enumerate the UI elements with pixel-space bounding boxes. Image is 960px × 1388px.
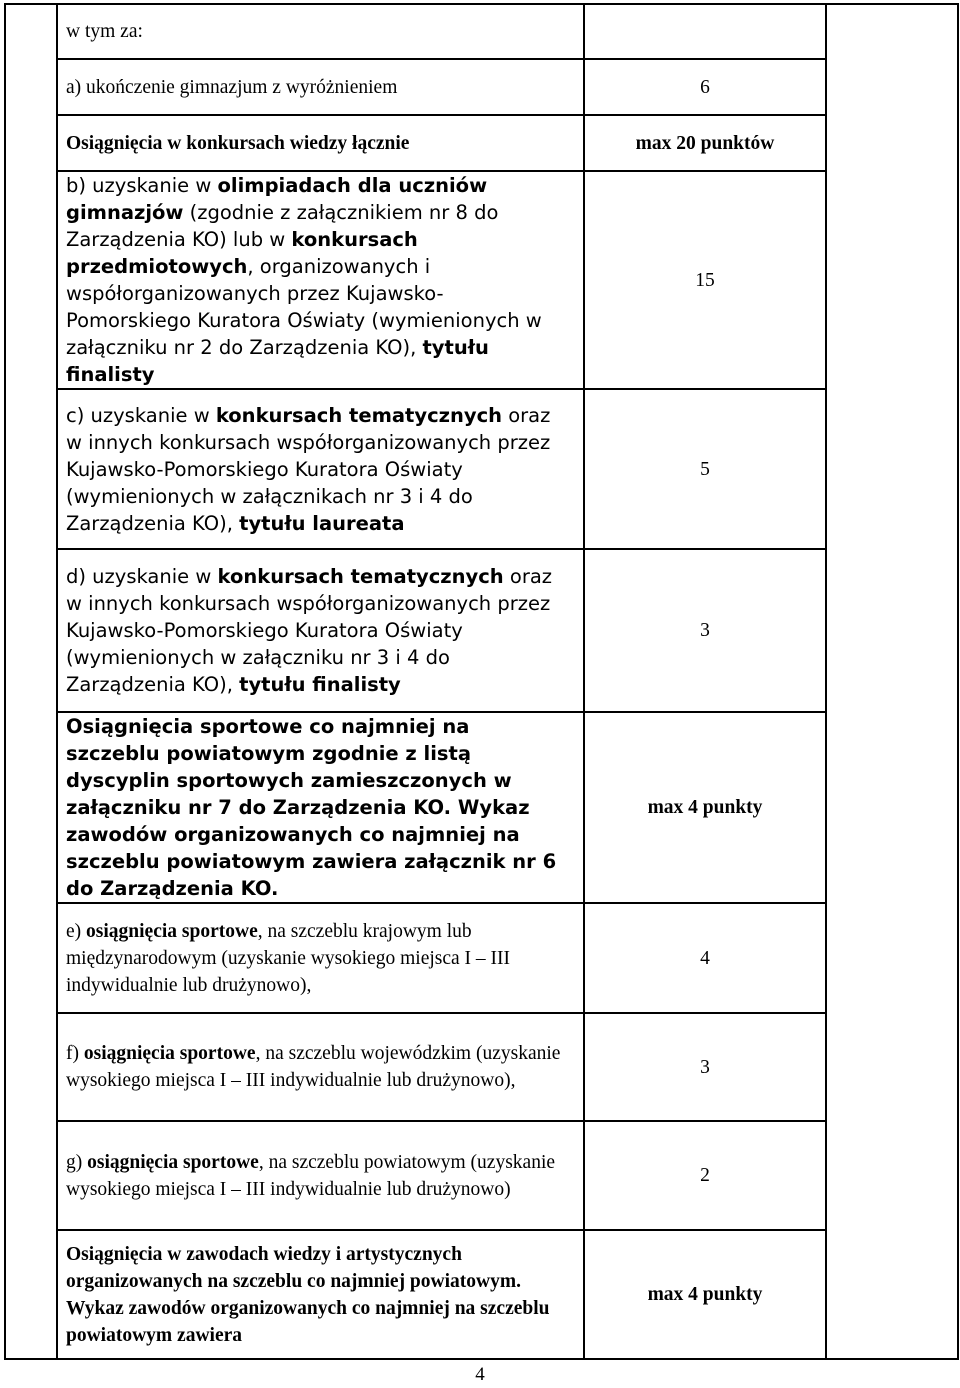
page-number: 4 [475, 1364, 485, 1385]
text-run-bold: konkursach tematycznych [217, 565, 504, 588]
row-description [57, 1121, 584, 1230]
text-run-bold: osiągnięcia sportowe [86, 920, 258, 942]
text-run-bold: konkursach tematycznych [215, 403, 503, 427]
text-run: , na szczeblu powiatowym (uzyskanie wysokiego miejsca I – III indywidualnie lub drużynowo) [66, 1151, 556, 1200]
row-description [57, 549, 584, 712]
text-run: g) [66, 1151, 88, 1173]
row-description: a) ukończenie gimnazjum z wyróżnieniem [57, 59, 584, 115]
row-points: 3 [584, 549, 826, 712]
text-run-bold: konkursach przedmiotowych [66, 228, 418, 278]
row-points: 5 [584, 389, 826, 549]
row-points: 15 [584, 171, 826, 389]
text-run: , na szczeblu krajowym lub międzynarodowym (uzyskanie wysokiego miejsca I – III indywidualnie lub drużynowo), [66, 920, 511, 996]
criteria-table [4, 3, 959, 1360]
text-run: d) uzyskanie w [66, 565, 218, 588]
text-run-bold: tytułu finalisty [66, 336, 489, 386]
section-heading: Osiągnięcia w konkursach wiedzy łącznie [57, 115, 584, 171]
row-description [57, 1013, 584, 1121]
text-run-bold: osiągnięcia sportowe [87, 1151, 259, 1173]
row-description [57, 389, 584, 549]
table-row [5, 1230, 958, 1359]
row-points [584, 4, 826, 59]
table-row [5, 171, 958, 389]
section-heading: Osiągnięcia w zawodach wiedzy i artystycznych organizowanych na szczeblu co najmniej powiatowym. Wykaz zawodów organizowanych co najmniej na szczeblu powiatowym zawiera [57, 1230, 584, 1359]
right-margin-cell [826, 4, 958, 1359]
table-row [5, 115, 958, 171]
row-points: max 4 punkty [584, 1230, 826, 1359]
row-description [57, 171, 584, 389]
text-run: b) uzyskanie w [66, 174, 218, 197]
row-points: 2 [584, 1121, 826, 1230]
text-run: (zgodnie z załącznikiem nr 8 do Zarządzenia KO) lub w [66, 201, 499, 251]
row-points: 6 [584, 59, 826, 115]
table-row [5, 1121, 958, 1230]
row-points: max 4 punkty [584, 712, 826, 903]
table-row [5, 4, 958, 59]
row-points: 4 [584, 903, 826, 1013]
section-heading: Osiągnięcia sportowe co najmniej na szczeblu powiatowym zgodnie z listą dyscyplin sportowych zamieszczonych w załączniku nr 7 do Zarządzenia KO. Wykaz zawodów organizowanych co najmniej na szczeblu powiatowym zawiera załącznik nr 6 do Zarządzenia KO. [57, 712, 584, 903]
text-run-bold: olimpiadach dla uczniów gimnazjów [66, 174, 488, 224]
text-run: , na szczeblu wojewódzkim (uzyskanie wysokiego miejsca I – III indywidualnie lub drużynowo), [66, 1043, 561, 1091]
text-run: oraz w innych konkursach współorganizowanych przez Kujawsko-Pomorskiego Kuratora Oświaty (wymienionych w załącznikach nr 3 i 4 do Zarządzenia KO), [66, 403, 551, 535]
table-row [5, 903, 958, 1013]
text-run: , organizowanych i współorganizowanych przez Kujawsko-Pomorskiego Kuratora Oświaty (wymienionych w załączniku nr 2 do Zarządzenia KO), [66, 255, 542, 359]
text-run-bold: osiągnięcia sportowe [83, 1043, 256, 1064]
row-points: 3 [584, 1013, 826, 1121]
text-run-bold: tytułu finalisty [239, 673, 401, 696]
row-points: max 20 punktów [584, 115, 826, 171]
text-run: c) uzyskanie w [66, 403, 216, 427]
row-description [57, 903, 584, 1013]
table-row [5, 549, 958, 712]
table-row [5, 389, 958, 549]
table-row [5, 59, 958, 115]
table-row [5, 1013, 958, 1121]
left-margin-cell [5, 4, 57, 1359]
text-run: f) [66, 1043, 84, 1064]
text-run-bold: tytułu laureata [239, 511, 405, 535]
row-description: w tym za: [57, 4, 584, 59]
text-run: e) [66, 920, 87, 942]
text-run: oraz w innych konkursach współorganizowanych przez Kujawsko-Pomorskiego Kuratora Oświaty (wymienionych w załączniku nr 3 i 4 do Zarządzenia KO), [66, 565, 553, 696]
table-row [5, 712, 958, 903]
